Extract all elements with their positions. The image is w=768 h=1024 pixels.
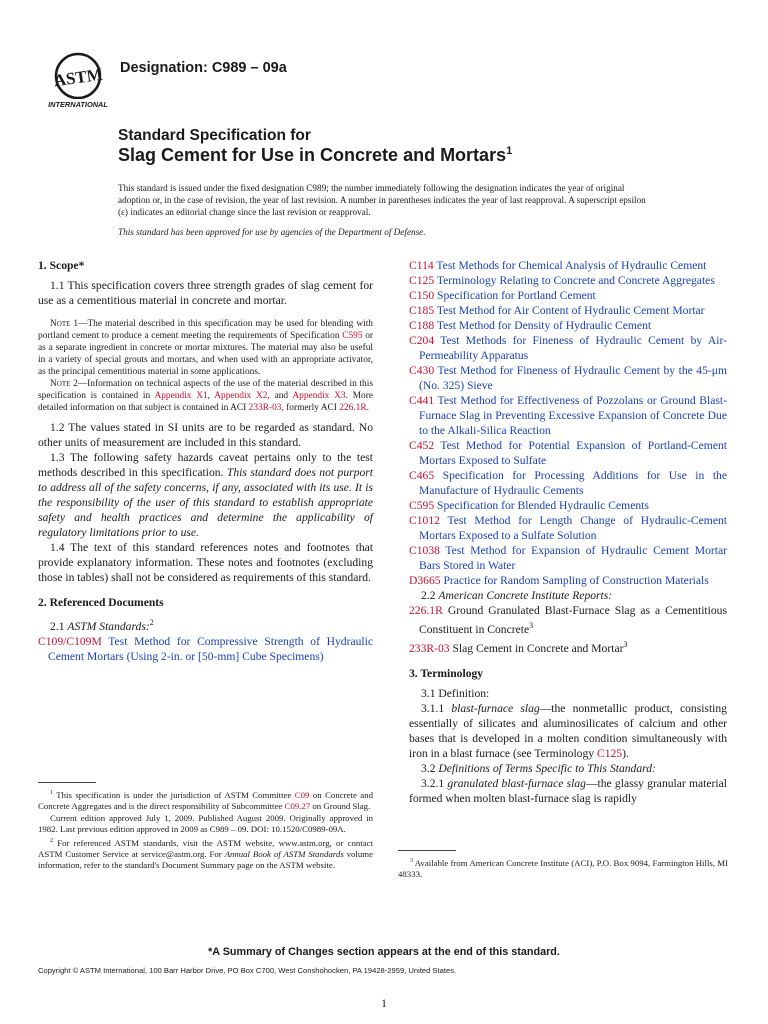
aci-title-233: Slag Cement in Concrete and Mortar: [452, 641, 624, 655]
title-line-2: [118, 145, 512, 166]
link-aci-226-1r[interactable]: 226.1R: [409, 604, 443, 617]
ref-item-c452: [409, 438, 727, 468]
ref-item-c188: [409, 318, 727, 333]
note-2-a: 2—Information on technical aspects of the use of the material described in this specification is contained in: [38, 379, 373, 401]
ref-item-c150: [409, 288, 727, 303]
para-2-1: [38, 615, 373, 634]
fn1-a: This specification is under the jurisdiction of ASTM Committee: [53, 789, 295, 800]
footnote-rule-left: [38, 782, 96, 783]
astm-standards-label: ASTM Standards:: [67, 619, 150, 633]
footnote-1-edition: Current edition approved July 1, 2009. Published August 2009. Originally approved in 1982. Last previous edition approved in 2009 as C989 – 09. DOI: 10.1520/C0989-09A.: [38, 812, 373, 835]
ref-item-c125: [409, 273, 727, 288]
link-ref-c1038[interactable]: C1038: [409, 544, 440, 557]
para-3-2: [409, 761, 727, 776]
note-2-b: . More detailed information on that subject is contained in ACI: [38, 391, 373, 413]
link-aci-233r[interactable]: 233R-03: [248, 403, 282, 413]
link-appendix-x1[interactable]: Appendix X1: [154, 391, 208, 401]
ref-title-c185[interactable]: Test Method for Air Content of Hydraulic Cement Mortar: [436, 304, 705, 317]
safety-caveat: This standard does not purport to address all of the safety concerns, if any, associated with its use. It is the responsibility of the user of this standard to establish appropriate safety and health practices and determine the applicability of regulatory limitations prior to use.: [38, 466, 373, 539]
link-ref-c109[interactable]: C109/C109M: [38, 634, 102, 648]
left-column: [38, 258, 373, 664]
astm-logo: [44, 52, 112, 110]
svg-text:ASTM: ASTM: [52, 64, 104, 91]
ref-title-c1012[interactable]: Test Method for Length Change of Hydraulic-Cement Mortars Exposed to a Sulfate Solution: [419, 514, 727, 542]
definitions-label: Definitions of Terms Specific to This Standard:: [438, 761, 656, 775]
ref-item-c1012: [409, 513, 727, 543]
ref-item-c204: [409, 333, 727, 363]
section-1-heading: 1. Scope*: [38, 259, 85, 272]
ref-title-c430[interactable]: Test Method for Fineness of Hydraulic Cement by the 45-μm (No. 325) Sieve: [419, 364, 727, 392]
ref-title-c441[interactable]: Test Method for Effectiveness of Pozzolans or Ground Blast-Furnace Slag in Preventing Excessive Expansion of Concrete Due to the Alkali-Silica Reaction: [419, 394, 727, 437]
aci-title-226: Ground Granulated Blast-Furnace Slag as a Cementitious Constituent in Concrete: [419, 604, 727, 636]
section-2-heading: 2. Referenced Documents: [38, 596, 164, 609]
link-aci-233r-03[interactable]: 233R-03: [409, 641, 450, 655]
aci-sup-226: 3: [529, 621, 534, 630]
designation: Designation: C989 – 09a: [120, 60, 287, 76]
footnote-1: [38, 788, 373, 813]
link-aci-226r[interactable]: 226.1R: [339, 403, 367, 413]
astm-reference-list: [409, 258, 727, 588]
para-1-2: 1.2 The values stated in SI units are to be regarded as standard. No other units of measurement are included in this standard.: [38, 421, 373, 449]
ref-item-c1038: [409, 543, 727, 573]
note-2-c: , formerly ACI: [281, 403, 340, 413]
fn2-a: For referenced ASTM standards, visit the ASTM website, www.astm.org, or contact ASTM Customer Service at service@astm.org. For: [38, 837, 373, 859]
para-3-2-1-num: 3.2.1: [421, 776, 448, 790]
page-number: 1: [381, 998, 387, 1010]
fn2-mark: 2: [50, 837, 53, 844]
ref-item-c430: [409, 363, 727, 393]
para-3-1-1-text: —the nonmetallic product, consisting essentially of silicates and aluminosilicates of calcium and other bases that is developed in a molten condition simultaneously with iron in a blast furnace (see Terminology: [409, 701, 727, 760]
term-blast-furnace-slag: blast-furnace slag: [451, 701, 540, 715]
footnote-2: [38, 836, 373, 872]
aci-reports-label: American Concrete Institute Reports:: [438, 589, 613, 602]
link-ref-c204[interactable]: C204: [409, 334, 435, 347]
fn1-b: on Concrete and Concrete Aggregates and is the direct responsibility of Subcommittee: [38, 789, 373, 812]
para-3-1-1-num: 3.1.1: [421, 701, 452, 715]
para-3-2-1: [409, 776, 727, 806]
link-appendix-x3[interactable]: Appendix X3: [292, 391, 346, 401]
link-committee-c09[interactable]: C09: [294, 789, 310, 800]
para-2-2: [421, 588, 727, 603]
title-footnote-mark: 1: [506, 145, 513, 157]
fn2-b: volume information, refer to the standard's Document Summary page on the ASTM website.: [38, 848, 373, 871]
footnote-3: [398, 856, 728, 881]
section-3-heading: 3. Terminology: [409, 666, 484, 680]
summary-of-changes-note: *A Summary of Changes section appears at the end of this standard.: [208, 946, 560, 958]
link-appendix-x2[interactable]: Appendix X2: [214, 391, 268, 401]
footnotes-right: [398, 856, 728, 881]
footnotes-left: [38, 788, 373, 872]
link-ref-c452[interactable]: C452: [409, 439, 435, 452]
note-1-b: or as a separate ingredient in concrete or mortar mixtures. The material may also be useful in a variety of special grouts and mortars, and when used with an appropriate activator, as the principal cementitious material in some applications.: [38, 331, 374, 377]
note-1-a: 1—The material described in this specification may be used for blending with portland cement to produce a cement meeting the requirements of Specification: [38, 319, 373, 341]
note-2-d: .: [366, 403, 369, 413]
astm-standards-sup: 2: [149, 618, 154, 627]
link-c125-terminology[interactable]: C125: [596, 746, 623, 760]
ref-title-c150[interactable]: Specification for Portland Cement: [437, 289, 596, 302]
para-1-3-a: 1.3 The following safety hazards caveat pertains only to the test methods described in this specification.: [38, 451, 373, 479]
note-2-sep2: , and: [267, 391, 293, 401]
link-ref-c114[interactable]: C114: [409, 259, 434, 272]
note-2: [38, 378, 373, 414]
ref-title-c595[interactable]: Specification for Blended Hydraulic Cements: [437, 499, 649, 512]
link-subcommittee-c09-27[interactable]: C09.27: [284, 801, 311, 812]
ref-item-c185: [409, 303, 727, 318]
para-3-1: 3.1 Definition:: [421, 686, 490, 700]
link-ref-c1012[interactable]: C1012: [409, 514, 440, 527]
ref-title-c114[interactable]: Test Methods for Chemical Analysis of Hydraulic Cement: [436, 259, 707, 272]
fn1-mark: 1: [50, 790, 53, 796]
link-c595[interactable]: C595: [342, 331, 363, 341]
ref-title-c452[interactable]: Test Method for Potential Expansion of Portland-Cement Mortars Exposed to Sulfate: [419, 439, 727, 467]
fn1-c: on Ground Slag.: [310, 801, 371, 812]
title-line-1: Standard Specification for: [118, 127, 311, 144]
fn3-mark: 3: [410, 858, 413, 864]
para-1-3: [38, 450, 373, 540]
ref-item-c595: [409, 498, 727, 513]
svg-text:INTERNATIONAL: INTERNATIONAL: [48, 100, 108, 109]
copyright-line: Copyright © ASTM International, 100 Barr Harbor Drive, PO Box C700, West Conshohocken, PA 19428-2959, United States.: [38, 966, 457, 975]
preamble: This standard is issued under the fixed designation C989; the number immediately following the designation indicates the year of original adoption or, in the case of revision, the year of last revision. A number in parentheses indicates the year of last reapproval. A superscript epsilon (ε) indicates an editorial change since the last revision or reapproval.: [118, 183, 646, 218]
ref-title-d3665[interactable]: Practice for Random Sampling of Construction Materials: [443, 574, 709, 587]
dod-approval: This standard has been approved for use by agencies of the Department of Defense.: [118, 227, 426, 237]
link-ref-c188[interactable]: C188: [409, 319, 435, 332]
ref-item-c441: [409, 393, 727, 438]
link-ref-d3665[interactable]: D3665: [409, 574, 441, 587]
link-ref-c441[interactable]: C441: [409, 394, 435, 407]
ref-item-c465: [409, 468, 727, 498]
ref-title-c188[interactable]: Test Method for Density of Hydraulic Cement: [436, 319, 652, 332]
ref-item-c114: [409, 258, 727, 273]
fn3-text: Available from American Concrete Institute (ACI), P.O. Box 9094, Farmington Hills, MI 48333.: [398, 857, 728, 880]
title-text: Slag Cement for Use in Concrete and Mortars: [118, 145, 507, 165]
para-1-1: 1.1 This specification covers three strength grades of slag cement for use as a cementitious material in concrete and mortar.: [38, 279, 373, 307]
note-1-label: Note: [50, 319, 71, 329]
para-3-2-num: 3.2: [421, 761, 439, 775]
link-ref-c125[interactable]: C125: [409, 274, 435, 287]
note-2-label: Note: [50, 379, 71, 389]
aci-item-226: [409, 603, 727, 637]
right-column: [409, 258, 727, 806]
para-1-4: 1.4 The text of this standard references notes and footnotes that provide explanatory information. These notes and footnotes (excluding those in tables) shall not be considered as requirements of this standard.: [38, 541, 373, 584]
aci-sup-233: 3: [623, 639, 628, 649]
ref-title-c125[interactable]: Terminology Relating to Concrete and Concrete Aggregates: [436, 274, 715, 287]
ref-title-c465[interactable]: Specification for Processing Additions for Use in the Manufacture of Hydraulic Cements: [419, 469, 727, 497]
ref-item-d3665: [409, 573, 727, 588]
term-granulated-slag: granulated blast-furnace slag: [447, 776, 586, 790]
ref-title-c204[interactable]: Test Methods for Fineness of Hydraulic Cement by Air-Permeability Apparatus: [419, 334, 727, 362]
para-3-1-1-end: ).: [622, 746, 629, 760]
para-3-1-1: [409, 701, 727, 761]
para-3-2-1-text: —the glassy granular material formed when molten blast-furnace slag is rapidly: [409, 776, 727, 805]
fn2-italic: Annual Book of ASTM Standards: [224, 848, 344, 859]
para-2-1-num: 2.1: [50, 619, 68, 633]
aci-item-233: [409, 637, 727, 656]
note-1: [38, 318, 373, 378]
link-ref-c595[interactable]: C595: [409, 499, 435, 512]
ref-title-c109[interactable]: Test Method for Compressive Strength of Hydraulic Cement Mortars (Using 2-in. or [50-mm] Cube Specimens): [48, 634, 373, 663]
para-2-2-num: 2.2: [421, 589, 439, 602]
link-ref-c430[interactable]: C430: [409, 364, 435, 377]
link-ref-c150[interactable]: C150: [409, 289, 435, 302]
ref-title-c1038[interactable]: Test Method for Expansion of Hydraulic Cement Mortar Bars Stored in Water: [419, 544, 727, 572]
link-ref-c185[interactable]: C185: [409, 304, 435, 317]
ref-item-c109: [38, 634, 373, 664]
link-ref-c465[interactable]: C465: [409, 469, 435, 482]
footnote-rule-right: [398, 850, 456, 851]
note-2-sep1: ,: [207, 391, 215, 401]
